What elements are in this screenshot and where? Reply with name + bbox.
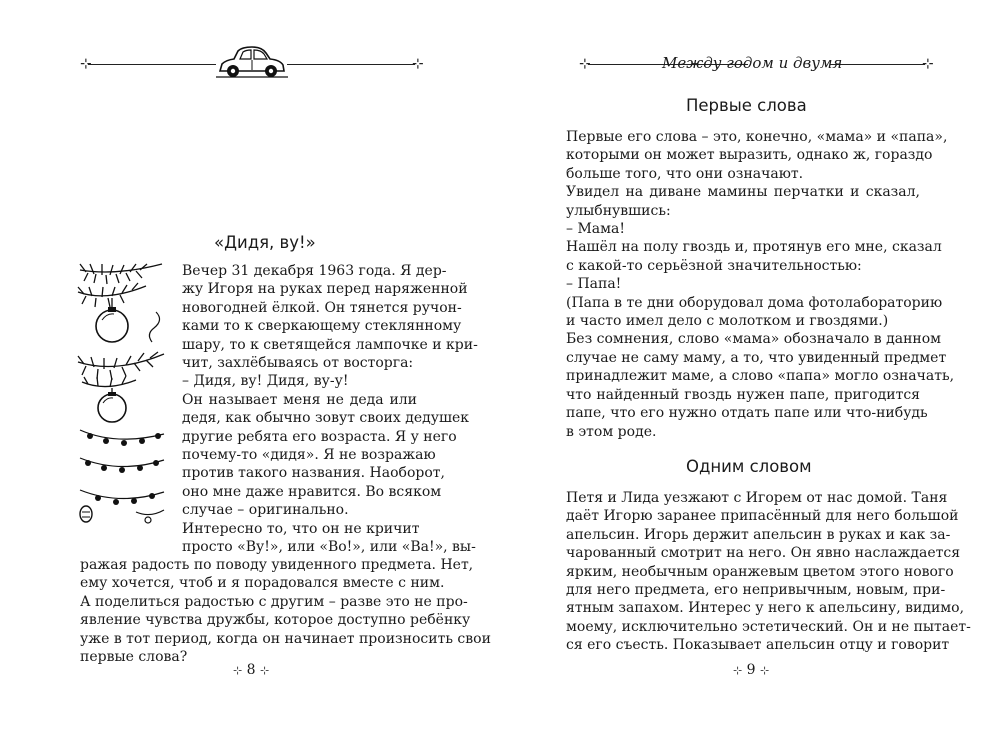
text-line: оно мне даже нравится. Во всяком — [182, 483, 442, 500]
chapter-title: «Дидя, ву!» — [214, 233, 316, 252]
text-line: ятным запахом. Интерес у него к апельсину, видимо, — [566, 600, 965, 617]
text-line: Вечер 31 декабря 1963 года. Я дер- — [182, 263, 447, 279]
text-line: шару, то к светящейся лампочке и кри- — [182, 336, 478, 353]
section-text-first-words — [566, 128, 955, 441]
paragraph-wrapped — [182, 262, 478, 557]
text-line: Первые его слова – это, конечно, «мама» и «папа», — [566, 129, 948, 145]
page-ornament-icon: ⊹ — [733, 664, 743, 677]
page-number — [733, 661, 769, 680]
text-line: случае не саму маму, а то, что увиденный предмет — [566, 349, 947, 366]
page-ornament-icon: ⊹ — [760, 664, 770, 677]
page-number-value: 9 — [746, 662, 756, 678]
rule-ornament-icon: ⊹ — [922, 56, 934, 72]
text-line: просто «Ву!», или «Во!», или «Ва!», вы- — [182, 539, 476, 556]
text-line: уже в тот период, когда он начинает произносить свои — [80, 630, 491, 647]
text-line: – Папа! — [566, 276, 622, 293]
text-line: апельсин. Игорь держит апельсин в руках и как за- — [566, 526, 951, 543]
section-title-first-words: Первые слова — [686, 96, 807, 115]
text-line: Без сомнения, слово «мама» обозначало в данном — [566, 331, 942, 348]
text-line: принадлежит маме, а слово «папа» могло означать, — [566, 368, 955, 385]
text-line: чит, захлёбываясь от восторга: — [182, 355, 414, 372]
text-line: А поделиться радостью с другим – разве это не про- — [80, 593, 468, 610]
rule-ornament-icon: ⊹ — [412, 56, 424, 72]
rule-ornament-icon: ⊹ — [579, 56, 591, 72]
text-line: моему, исключительно эстетический. Он и не пытает- — [566, 618, 971, 635]
text-line: почему-то «дидя». Я не возражаю — [182, 447, 436, 464]
text-line: и часто имел дело с молотком и гвоздями.) — [566, 313, 889, 330]
text-line: жу Игоря на руках перед наряженной — [182, 281, 468, 298]
text-line: – Мама! — [566, 221, 625, 238]
rule-ornament-icon: ⊹ — [80, 56, 92, 72]
text-line: Петя и Лида уезжают с Игорем от нас домой. Таня — [566, 490, 948, 506]
christmas-tree-branch-illustration — [76, 262, 168, 534]
header-rule-left — [88, 64, 216, 65]
text-line: ему хочется, чтоб и я порадовался вместе с ним. — [80, 575, 445, 592]
text-line: папе, что его нужно отдать папе или что-нибудь — [566, 405, 928, 422]
text-line: ся его съесть. Показывает апельсин отцу и говорит — [566, 637, 950, 654]
text-line: Интересно то, что он не кричит — [182, 520, 420, 537]
text-line: чарованный смотрит на него. Он явно наслаждается — [566, 545, 961, 562]
text-line: с какой-то серьёзной значительностью: — [566, 257, 862, 274]
paragraph-full — [80, 556, 491, 666]
text-line: (Папа в те дни оборудовал дома фотолабораторию — [566, 294, 943, 311]
section-text-one-word — [566, 489, 971, 655]
page-ornament-icon: ⊹ — [260, 664, 270, 677]
text-line: Нашёл на полу гвоздь и, протянув его мне, сказал — [566, 239, 942, 256]
page-ornament-icon: ⊹ — [233, 664, 243, 677]
header-rule-right — [830, 64, 925, 65]
section-title-one-word: Одним словом — [686, 457, 812, 476]
text-line: новогодней ёлкой. Он тянется ручон- — [182, 299, 462, 316]
text-line: другие ребята его возраста. Я у него — [182, 428, 457, 445]
text-line: Увидел на диване мамины перчатки и сказал, — [566, 184, 920, 201]
text-line: больше того, что они означают. — [566, 165, 804, 182]
text-line: даёт Игорю заранее припасённый для него большой — [566, 508, 959, 525]
text-line: ражая радость по поводу увиденного предмета. Нет, — [80, 557, 474, 573]
text-line: улыбнувшись: — [566, 202, 671, 219]
text-line: явление чувства дружбы, которое доступно ребёнку — [80, 612, 471, 629]
page-number — [233, 661, 269, 680]
text-line: что найденный гвоздь нужен папе, пригодится — [566, 386, 920, 403]
text-line: ками то к сверкающему стеклянному — [182, 318, 462, 335]
text-line: первые слова? — [80, 649, 188, 666]
text-line: для него предмета, его непривычным, новым, при- — [566, 582, 946, 599]
text-line: против такого названия. Наоборот, — [182, 465, 445, 482]
car-icon — [216, 44, 288, 80]
header-rule-right — [287, 64, 415, 65]
page-number-value: 8 — [246, 662, 256, 678]
text-line: – Дидя, ву! Дидя, ву-у! — [182, 373, 349, 390]
text-line: в этом роде. — [566, 423, 657, 440]
text-line: случае – оригинально. — [182, 502, 349, 519]
text-line: Он называет меня не деда или — [182, 391, 417, 408]
running-head: Между годом и двумя — [662, 54, 843, 72]
text-line: ярким, необычным оранжевым цветом этого нового — [566, 563, 954, 580]
text-line: которыми он может выразить, однако ж, гораздо — [566, 147, 933, 164]
text-line: дедя, как обычно зовут своих дедушек — [182, 410, 470, 427]
